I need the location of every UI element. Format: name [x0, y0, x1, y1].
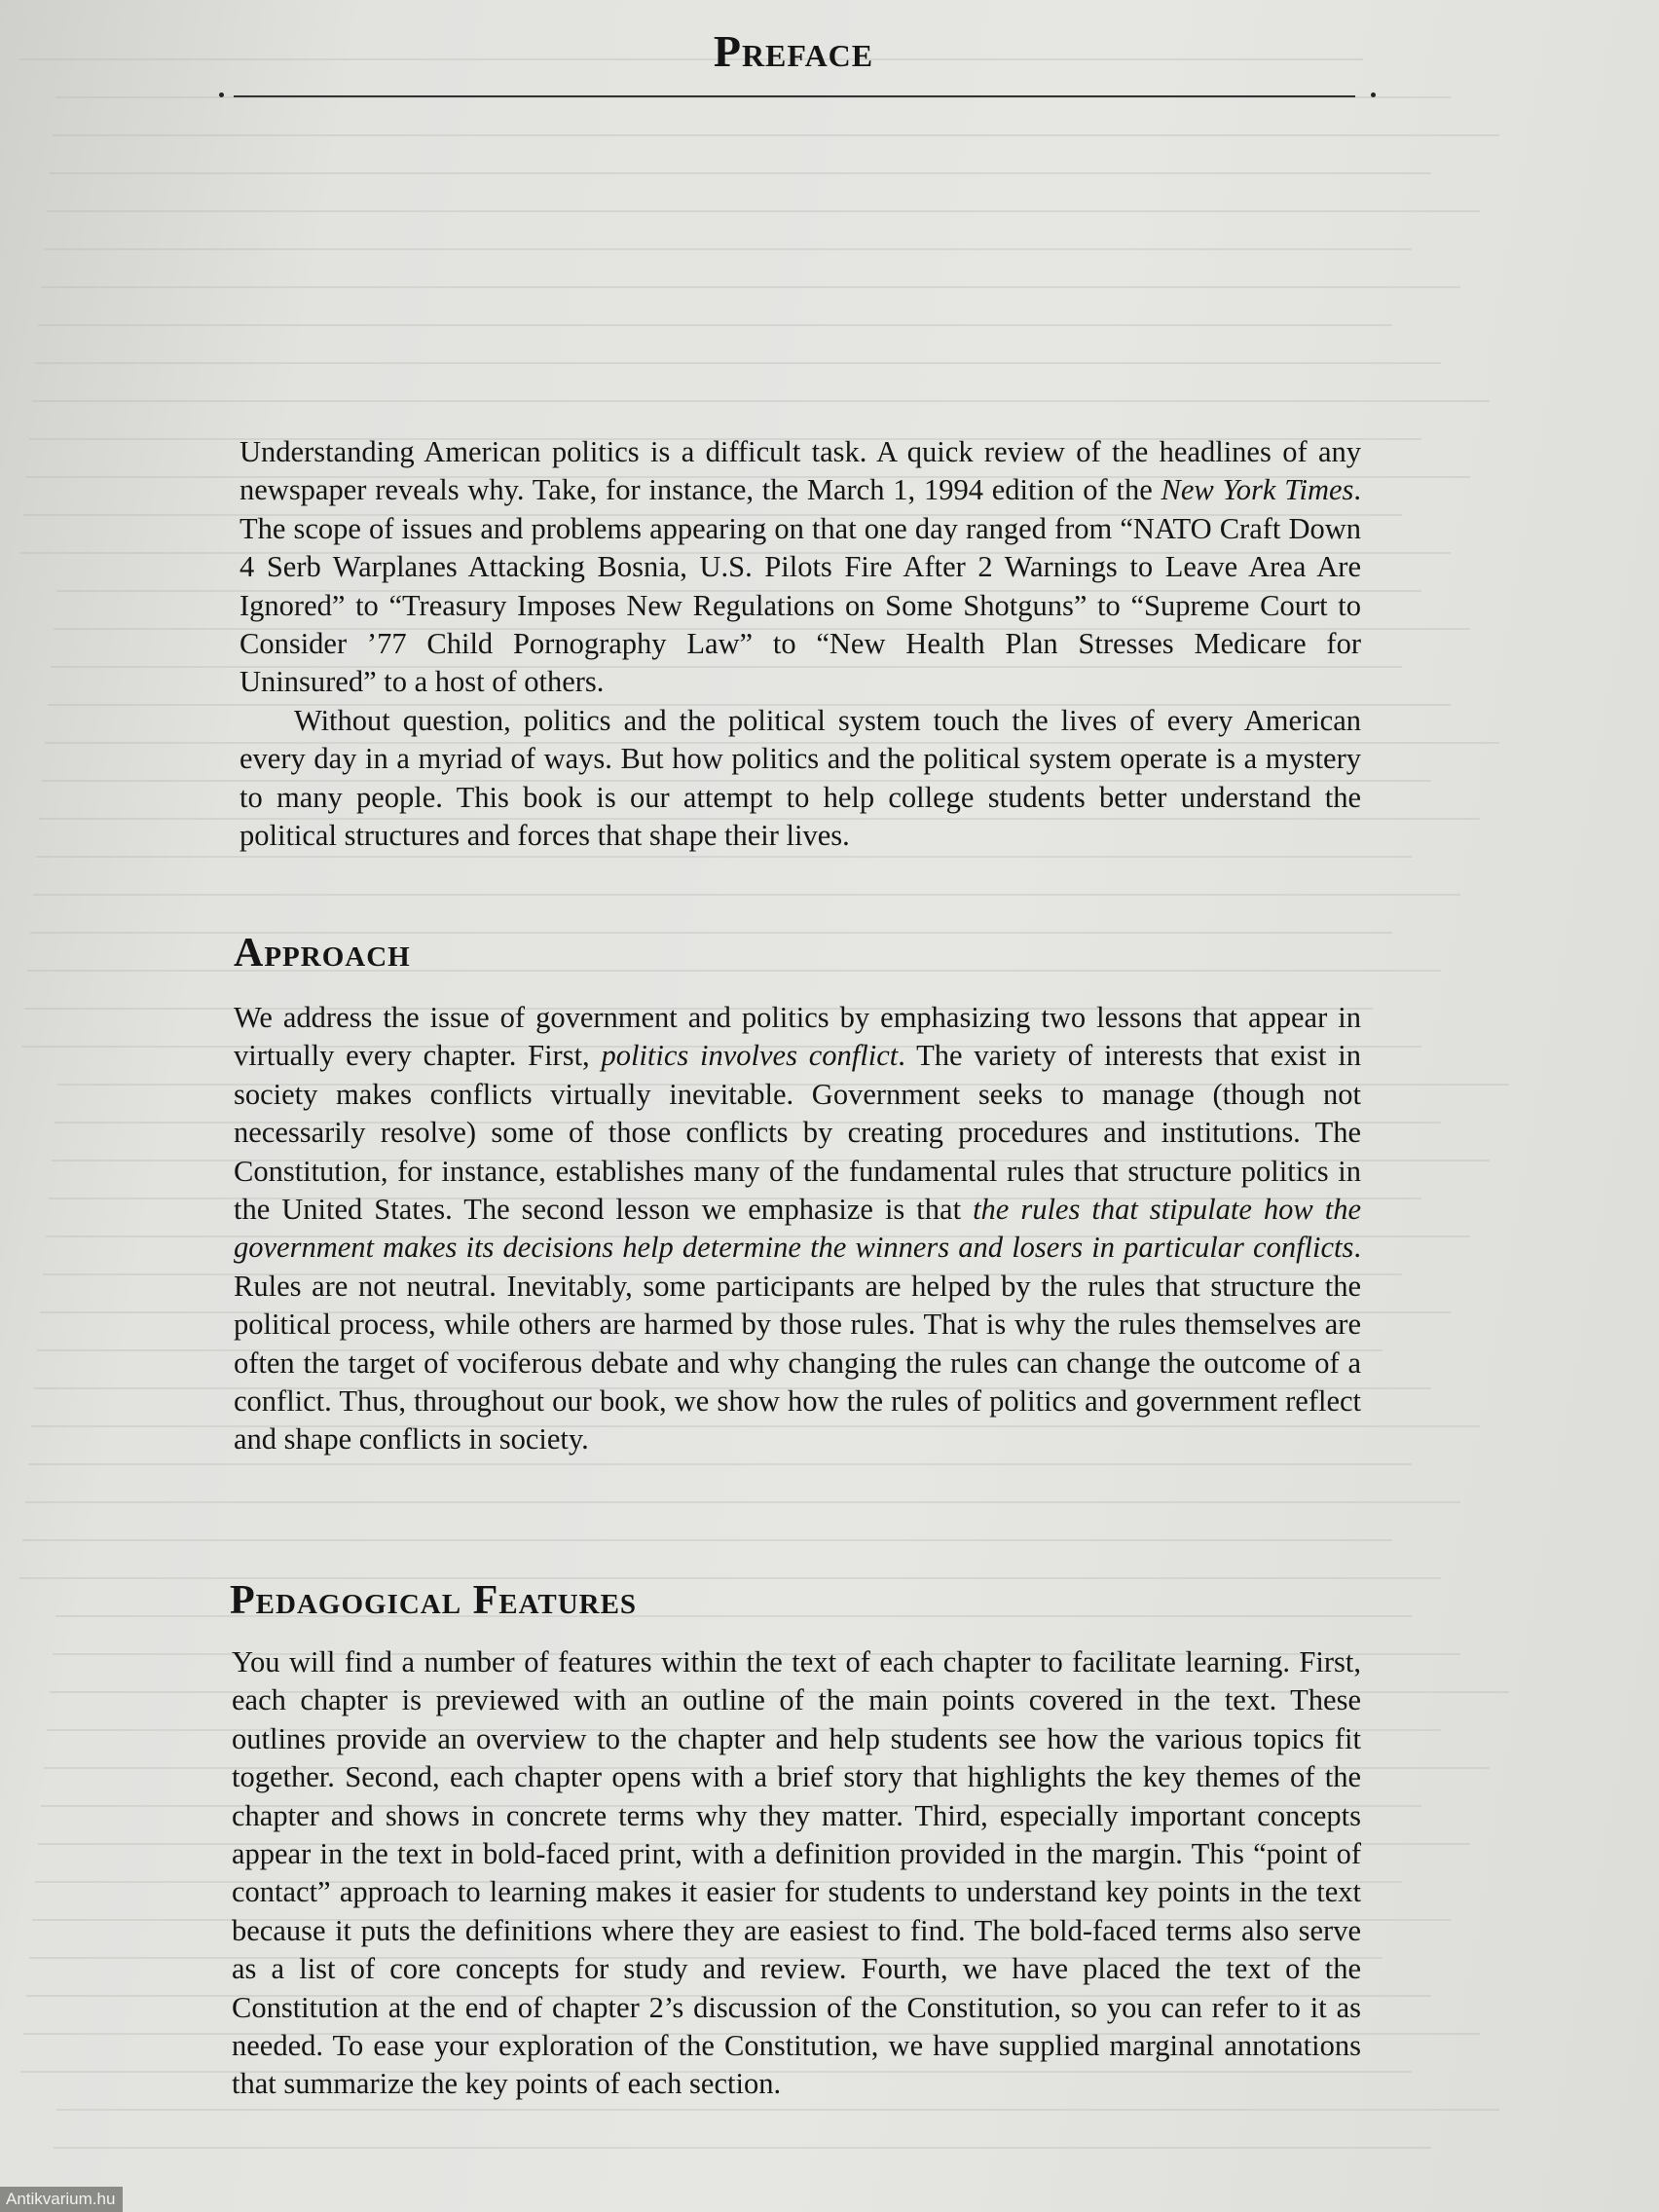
intro-text [240, 433, 1361, 855]
paragraph: We address the issue of government and politics by emphasizing two lessons that appear in virtually every chapter. First, politics involves conflict. The variety of interests that exist in society makes conflicts virtually inevitable. Government seeks to manage (though not necessarily resolve) some of those conflicts by creating procedures and institutions. The Constitution, for instance, establishes many of the fundamental rules that structure politics in the United States. The second lesson we emphasize is that the rules that stipulate how the government makes its decisions help determine the winners and losers in particular conflicts. Rules are not neutral. Inevitably, some participants are helped by the rules that structure the political process, while others are harmed by those rules. That is why the rules themselves are often the target of vociferous debate and why changing the rules can change the outcome of a conflict. Thus, throughout our book, we show how the rules of politics and government reflect and shape conflicts in society. [234, 1001, 1361, 1456]
show-through-line [32, 400, 1490, 402]
show-through-line [28, 1463, 1412, 1465]
show-through-line [50, 172, 1431, 174]
show-through-line [25, 1501, 1460, 1503]
paragraph: Without question, politics and the political system touch the lives of every American every day in a myriad of ways. But how politics and the political system operate is a mystery to many people. This book is our attempt to help college students better understand the political structures and forces that shape their lives. [240, 703, 1361, 853]
paragraph: You will find a number of features within the text of each chapter to facilitate learning. First, each chapter is previewed with an outline of the main points covered in the text. These outlines provide an overview to the chapter and help students see how the various topics fit together. Second, each chapter opens with a brief story that highlights the key themes of the chapter and shows in concrete terms why they matter. Third, especially important concepts appear in the text in bold-faced print, with a definition provided in the margin. This “point of contact” approach to learning makes it easier for students to understand key points in the text because it puts the definitions where they are easiest to find. The bold-faced terms also serve as a list of core concepts for study and review. Fourth, we have placed the text of the Constitution at the end of chapter 2’s discussion of the Constitution, so you can refer to it as needed. To ease your exploration of the Constitution, we have supplied marginal annotations that summarize the key points of each section. [232, 1645, 1361, 2101]
show-through-line [53, 134, 1499, 136]
pedagogical-features-heading: Pedagogical Features [230, 1578, 638, 1623]
show-through-line [41, 286, 1460, 288]
show-through-line [38, 324, 1392, 326]
show-through-line [36, 856, 1412, 858]
title-rule [234, 95, 1355, 97]
italic-phrase: the rules that stipulate how the government makes its decisions help determine the winners and losers in particular conflicts [234, 1193, 1361, 1265]
show-through-line [56, 2109, 1499, 2111]
show-through-line [22, 1539, 1392, 1541]
rule-dot-right [1371, 92, 1376, 97]
page-title: Preface [713, 26, 874, 76]
show-through-line [47, 210, 1480, 212]
approach-heading: Approach [234, 931, 411, 976]
italic-phrase: politics involves conflict [601, 1039, 899, 1073]
rule-dot-left [219, 92, 224, 97]
show-through-line [35, 362, 1441, 364]
pedagogical-features-text [232, 1643, 1361, 2104]
show-through-line [44, 248, 1412, 250]
approach-text [234, 999, 1361, 1459]
watermark: Antikvarium.hu [0, 2187, 123, 2212]
italic-phrase: New York Times [1161, 473, 1354, 507]
show-through-line [33, 894, 1460, 896]
paragraph: Understanding American politics is a difficult task. A quick review of the headlines of any newspaper reveals why. Take, for instance, the March 1, 1994 edition of the New York Times. The scope of issues and problems appearing on that one day ranged from “NATO Craft Down 4 Serb Warplanes Attacking Bosnia, U.S. Pilots Fire After 2 Warnings to Leave Area Are Ignored” to “Treasury Imposes New Regulations on Some Shotguns” to “Supreme Court to Consider ’77 Child Pornography Law” to “New Health Plan Stresses Medicare for Uninsured” to a host of others. [240, 435, 1362, 699]
show-through-line [54, 2147, 1431, 2149]
